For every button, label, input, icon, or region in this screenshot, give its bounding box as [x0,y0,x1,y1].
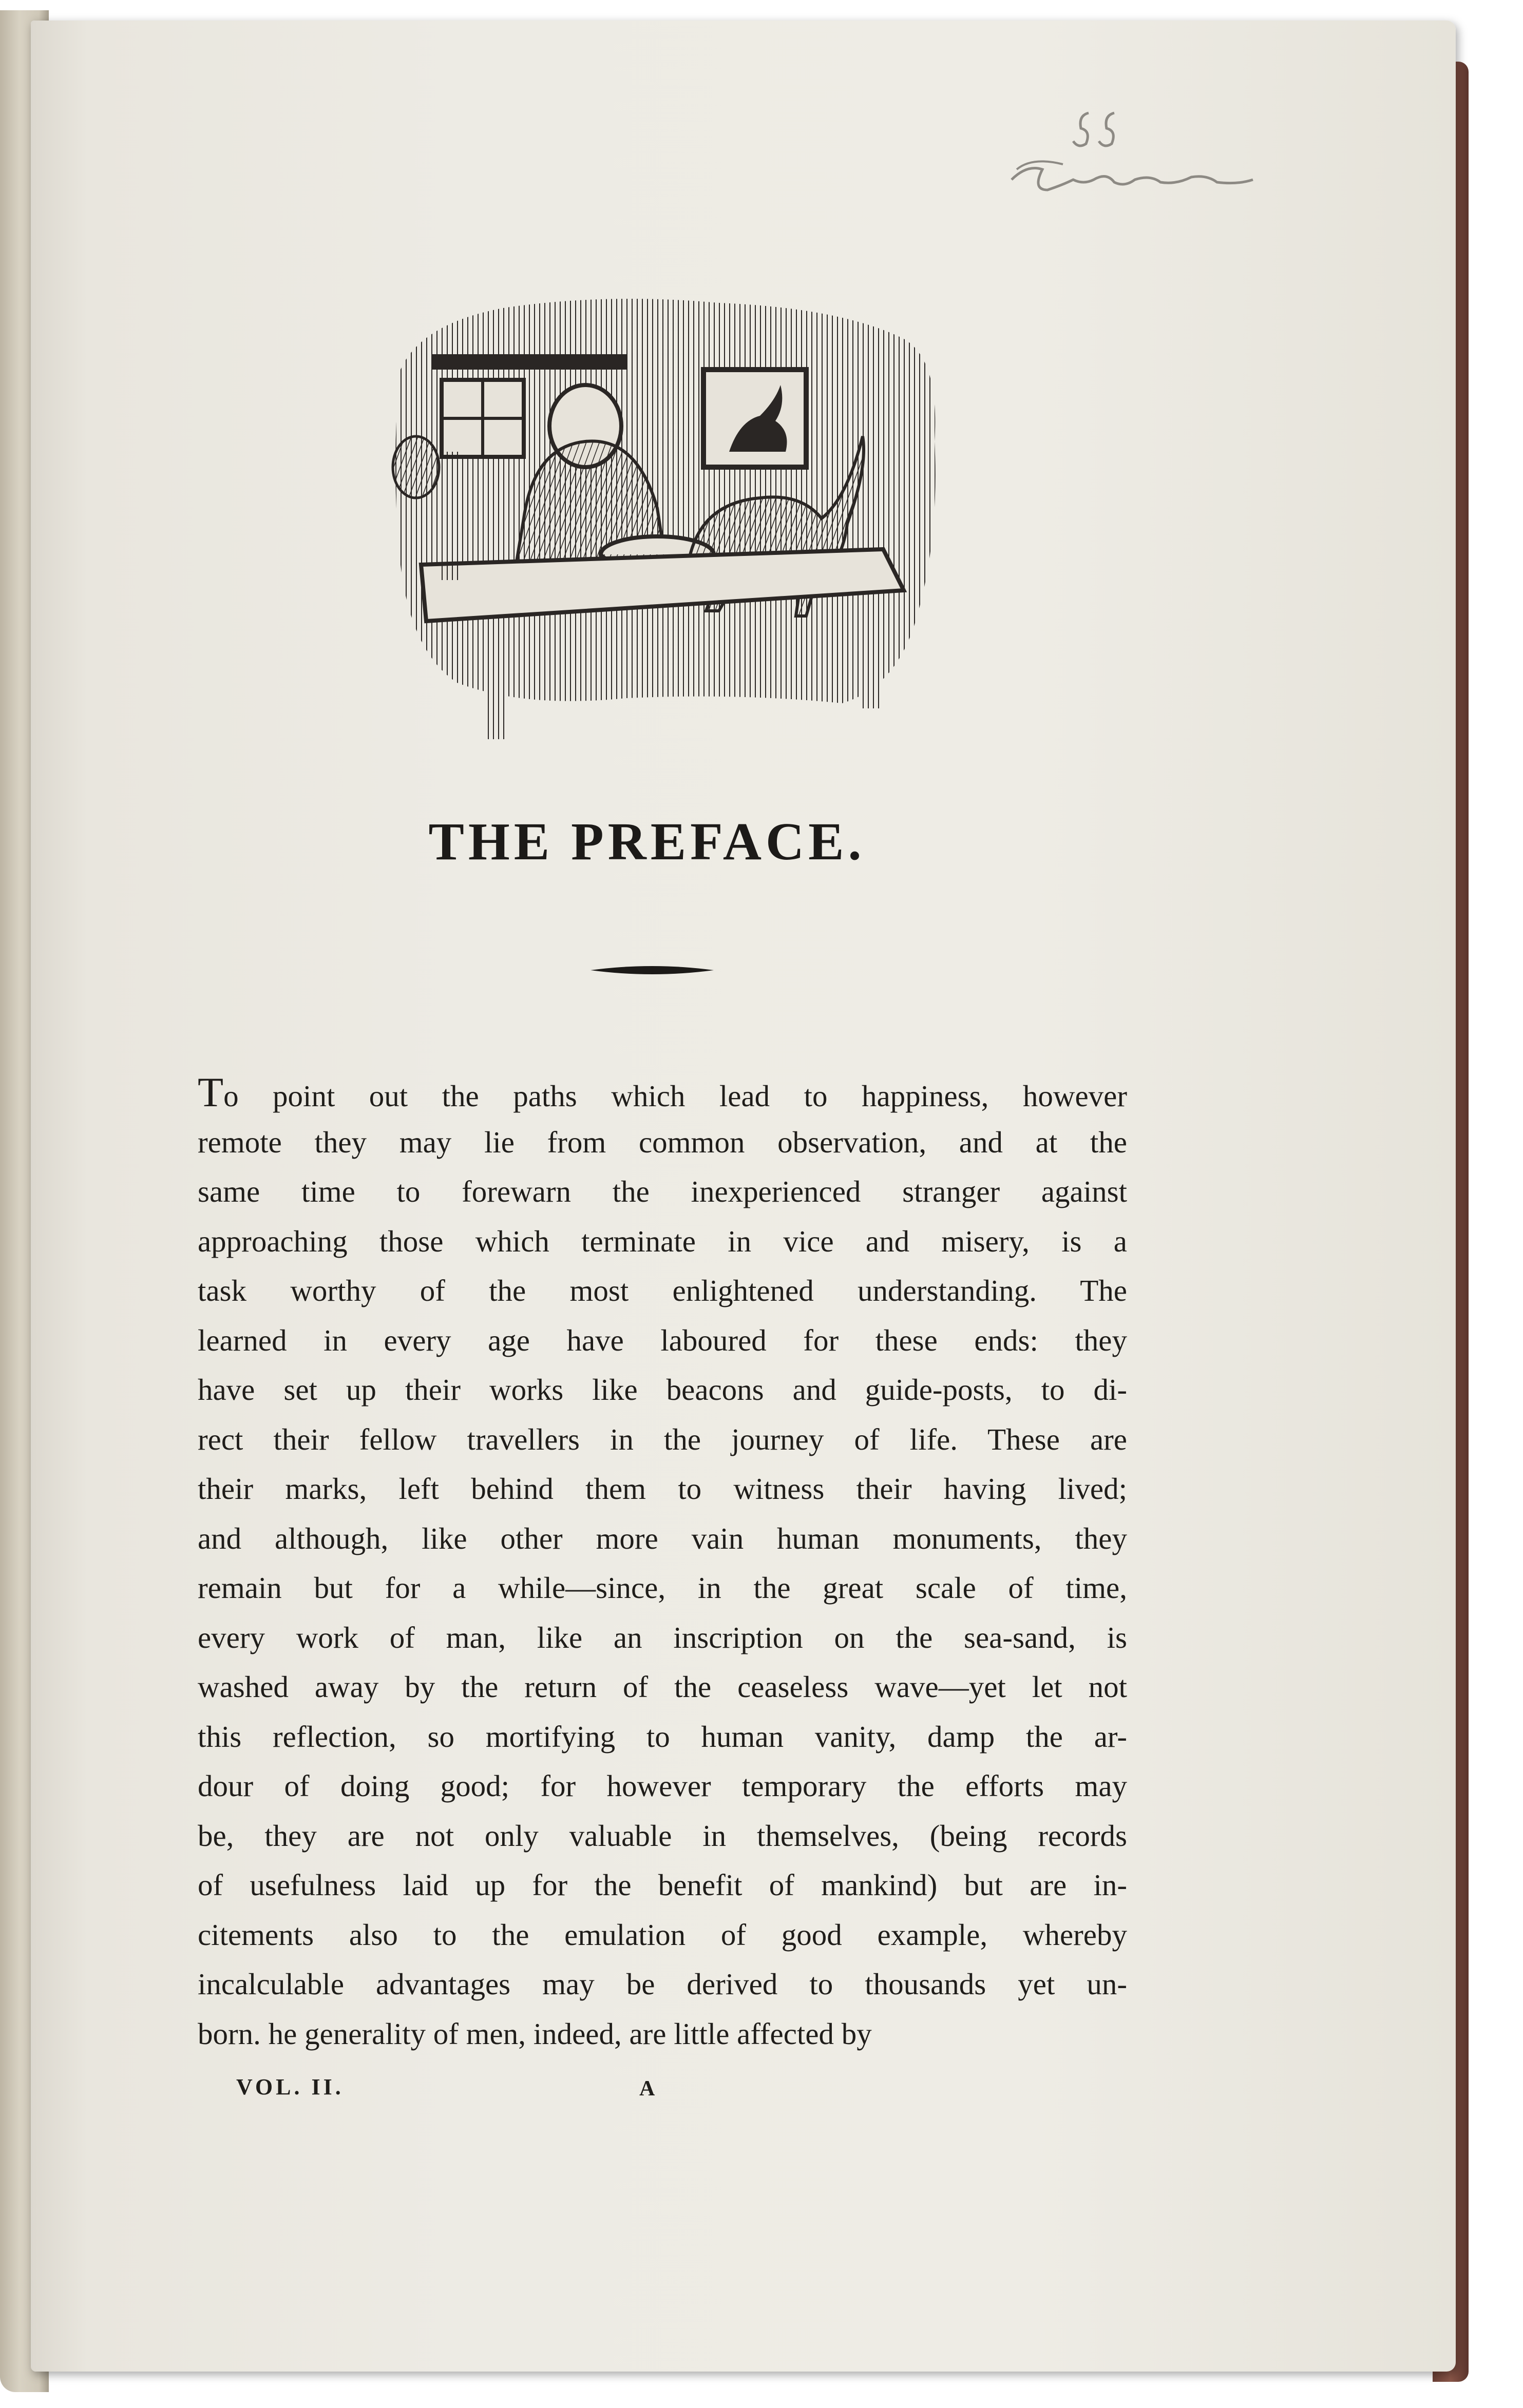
text-line: remote they may lie from common observation, and at the [198,1125,1127,1159]
text-line: learned in every age have laboured for these ends: they [198,1323,1127,1357]
volume-footer: VOL. II. [236,2074,344,2099]
text-line: be, they are not only valuable in themselves, (being records [198,1818,1127,1853]
text-line: task worthy of the most enlightened understanding. The [198,1274,1127,1307]
text-line: have set up their works like beacons and guide-posts, to di- [198,1373,1127,1407]
text-line: this reflection, so mortifying to human vanity, damp the ar- [198,1719,1127,1754]
ornamental-rule [591,960,714,980]
text-line: dour of doing good; for however temporary the efforts may [198,1769,1127,1803]
text-line: remain but for a while—since, in the great scale of time, [198,1571,1127,1605]
drop-cap: T [198,1069,224,1115]
body-text [198,1068,1127,2058]
signature-mark: A [639,2077,655,2101]
text-line: born. he generality of men, indeed, are little affected by [198,2016,872,2051]
text-line: same time to forewarn the inexperienced stranger against [198,1174,1127,1208]
text-line: To point out the paths which lead to happiness, however [198,1069,1127,1115]
handwritten-note [1001,92,1309,216]
text-line: their marks, left behind them to witness their having lived; [198,1472,1127,1506]
woodcut-illustration [370,298,955,749]
text-line: every work of man, like an inscription on the sea-sand, is [198,1620,1127,1654]
text-line: incalculable advantages may be derived to thousands yet un- [198,1967,1127,2001]
text-line: of usefulness laid up for the benefit of mankind) but are in- [198,1868,1127,1902]
text-line: rect their fellow travellers in the journey of life. These are [198,1422,1127,1456]
text-line: approaching those which terminate in vice and misery, is a [198,1224,1127,1258]
text-line: washed away by the return of the ceaseless wave—yet let not [198,1670,1127,1704]
text-line: citements also to the emulation of good example, whereby [198,1917,1127,1952]
text-line: and although, like other more vain human monuments, they [198,1521,1127,1555]
page-title: THE PREFACE. [428,812,866,871]
